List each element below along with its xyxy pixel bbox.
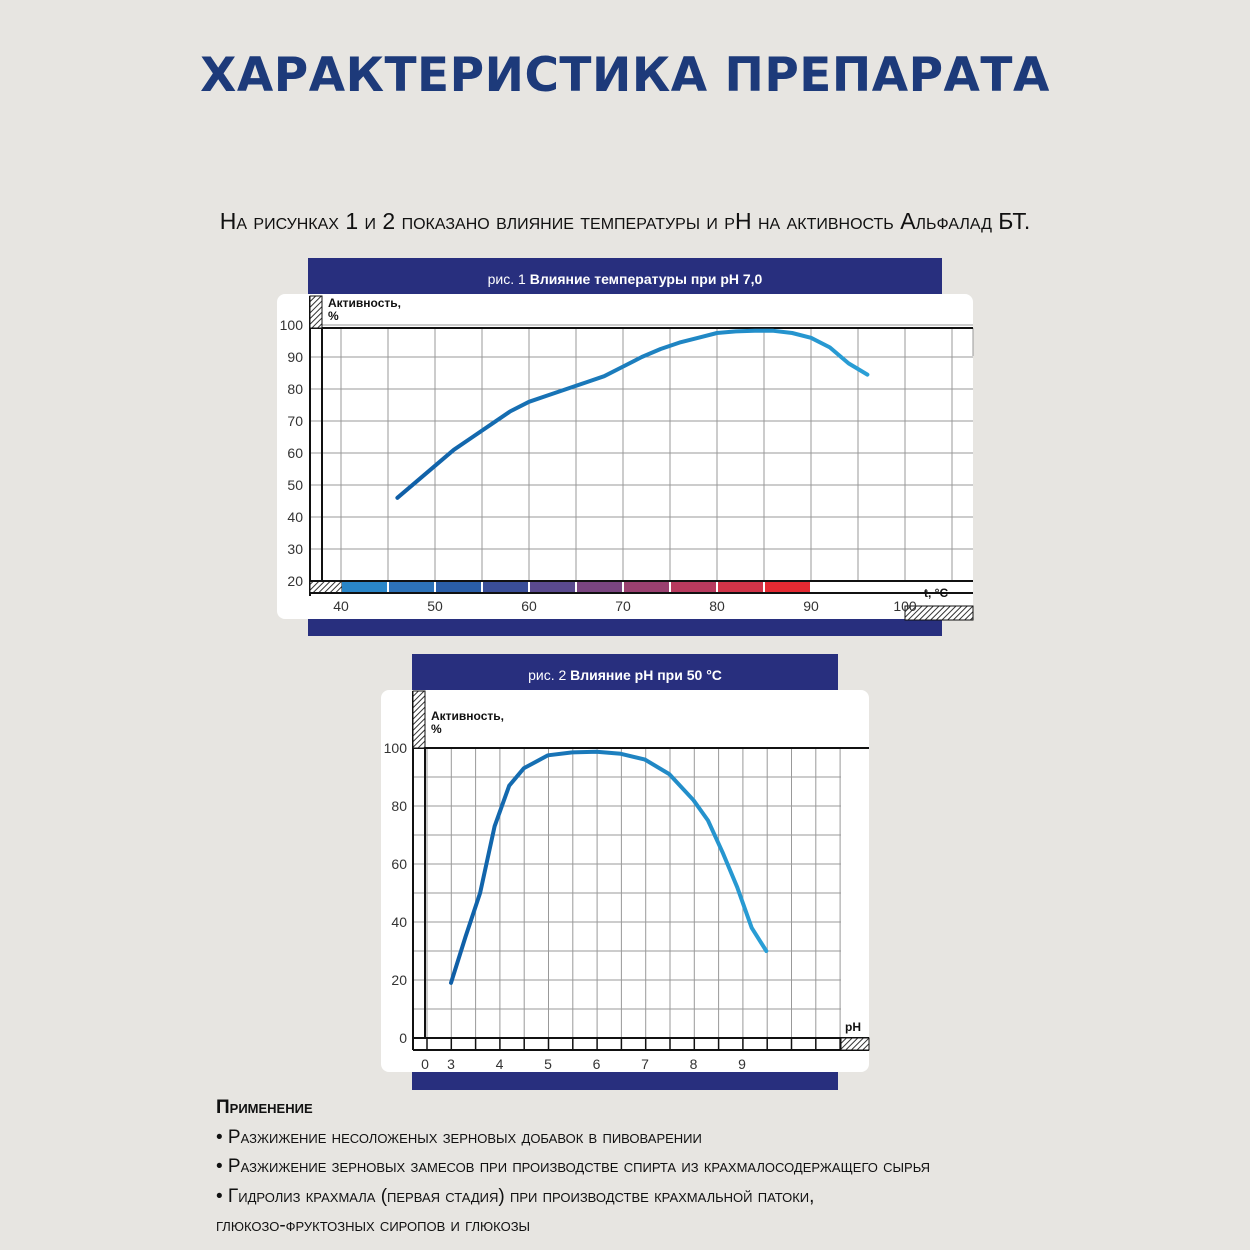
x-axis-label: t, °C [924, 586, 949, 600]
application-title: Применение [216, 1097, 313, 1118]
y-tick-label: 90 [287, 349, 303, 365]
x-tick-label: 4 [495, 1056, 504, 1072]
x-tick-label: 60 [521, 598, 537, 614]
y-axis-label-unit: % [328, 309, 339, 323]
y-tick-label: 60 [391, 856, 407, 872]
y-tick-label: 80 [391, 798, 407, 814]
y-tick-label: 20 [391, 972, 407, 988]
application-item: • Разжижение несоложеных зерновых добавок в пивоварении [216, 1126, 702, 1148]
chart1-caption-title: Влияние температуры при pH 7,0 [529, 271, 763, 287]
application-section [216, 1093, 1116, 1241]
y-axis-label-unit: % [431, 722, 442, 736]
y-tick-label: 30 [287, 541, 303, 557]
x-tick-label: 9 [738, 1056, 746, 1072]
x-tick-label: 7 [641, 1056, 649, 1072]
y-tick-label: 40 [287, 509, 303, 525]
x-tick-label: 80 [709, 598, 725, 614]
chart2-caption-title: Влияние pH при 50 °C [570, 667, 722, 683]
y-tick-label: 80 [287, 381, 303, 397]
x-tick-label: 100 [893, 598, 917, 614]
x-tick-label: 90 [803, 598, 819, 614]
x-tick-label: 0 [421, 1056, 429, 1072]
application-item: • Гидролиз крахмала (первая стадия) при производстве крахмальной патоки, [216, 1185, 815, 1207]
chart2-caption-prefix: рис. 2 [528, 667, 567, 683]
axis-hatch [413, 691, 425, 748]
y-tick-label: 0 [399, 1030, 407, 1046]
y-tick-label: 100 [383, 740, 407, 756]
y-tick-label: 60 [287, 445, 303, 461]
y-tick-label: 50 [287, 477, 303, 493]
intro-text: На рисунках 1 и 2 показано влияние температуры и pH на активность Альфалад БТ. [219, 208, 1031, 234]
x-tick-label: 8 [689, 1056, 698, 1072]
x-tick-label: 70 [615, 598, 631, 614]
page-title: ХАРАКТЕРИСТИКА ПРЕПАРАТА [200, 48, 1050, 103]
y-tick-label: 70 [287, 413, 303, 429]
y-tick-label: 40 [391, 914, 407, 930]
y-tick-label: 20 [287, 573, 303, 589]
x-axis-label: pH [845, 1020, 861, 1034]
x-tick-label: 5 [544, 1056, 552, 1072]
x-tick-label: 6 [592, 1056, 601, 1072]
y-axis-label: Активность, [431, 709, 504, 723]
chart1-caption-prefix: рис. 1 [487, 271, 526, 287]
x-tick-label: 40 [333, 598, 349, 614]
application-item: • Разжижение зерновых замесов при производстве спирта из крахмалосодержащего сырья [216, 1156, 931, 1177]
axis-hatch [841, 1038, 869, 1050]
application-item: глюкозо-фруктозных сиропов и глюкозы [216, 1215, 531, 1236]
x-tick-label: 50 [427, 598, 443, 614]
y-axis-label: Активность, [328, 296, 401, 310]
x-tick-label: 3 [447, 1056, 455, 1072]
y-tick-label: 100 [279, 317, 303, 333]
